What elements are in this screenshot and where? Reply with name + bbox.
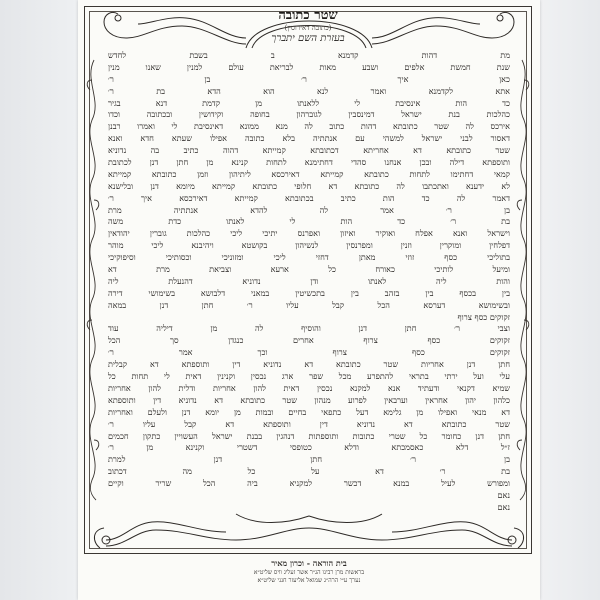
text-line: אתא לקדמנא ואמר לנא הוא הדא בת ר׳ [108,85,510,96]
text-line: בן ר׳ חתן דנן למרת [108,454,510,465]
text-line: בת ר׳ כד הות לי לאנתו כדת משה [108,216,510,227]
text-line: ומיעל לותיכי כאורח כל ארעא וצביאת מרת דא [108,264,510,275]
text-line: והות ליה לאנתו ודן נדוניא דהנעלת ליה [108,275,510,286]
background-right [540,0,600,600]
text-line: זקוקים כסף צרוף וכך אמר ר׳ [108,347,510,358]
text-line: מת דהות קדמנא ב בשבת לחדש [108,50,510,60]
blessing-line: בעזרת השם יתברך [271,33,345,44]
text-line: ותוספתא דילה ובכן אנחנו סהדי דחתימנא לתחות קנינא מן חתן דנן לכתובת [108,157,510,168]
text-line: שטר כתובתא דא אחריתא דכתובתא קמייתא דהוה כתיב בה נדוניא [108,145,510,156]
text-line: דא מנאי ואפילו מן גלימא דעל כתפאי בחיים ובמות מן יומא דנן ולעלם ואחריות [108,406,510,417]
text-line: ומפורש לעיל במנא דכשר למקניא ביה הכל שריר וקיים [108,478,510,489]
text-line: בין בכסף בין בזהב בין בתכשיטין במאני דלבושא בשימושי דירה [108,287,510,298]
text-line: חתן דנן אחריות שטר כתובתא דא נדוניא דין ותוספתא דא קבלית [108,359,510,370]
background-left [0,0,78,600]
publisher-footer [198,558,420,598]
text-line: וצבי ר׳ חתן דנן והוסיף לה מן דיליה עוד [108,323,510,334]
text-line: זקוקים כסף צרוף אחרים כנגדן סך הכל [108,335,510,346]
text-line: דפלחין ומוקרין וזנין ומפרנסין לנשיהון בקושטא ויהיבנא ליכי מוהר [108,240,510,251]
text-line: קמאי דחתימו לתחות כתובתא קמייתא דאירכסא ליתיהון וזמן כתובתא קמייתא [108,168,510,179]
text-line: שטר כתובתא דא נדוניא דין ותוספתא דא קבל עליו ר׳ [108,418,510,429]
witness-line: נאם [497,489,510,500]
witness-line: נאם [497,501,510,512]
left-ornament [82,60,104,500]
publisher-supervision: בראשות מרן רבינו הג״ר אשר זעליג וויס שליט״א [253,569,365,576]
document-subtitle: (כתובה דאירוסין) [284,24,332,32]
text-line: בת ר׳ דא על כל מה דכתוב [108,466,510,477]
text-line: עלי ועל ירתי בתראי להתפרע מכל שפר ארג נכסין וקנינין דאית לי תחות כל [108,371,510,382]
publisher-name: בית הוראה - וכרון מאיר [271,558,347,568]
text-line: דאמר לה כד הות כתיב בכתובתא קמייתא דאירכסא איך ר׳ [108,192,510,203]
text-line: ז״ל דלא כאסמכתא ודלא כטופסי דשטרי וקנינא מן ר׳ [108,442,510,453]
text-line: כלהון יהון אחראין וערבאין לפרוע מנהון שטר כתובתא דא נדוניא דין ותוספתא [108,394,510,405]
text-line: בן ר׳ אמר לה להדא אנתתיה מרת [108,204,510,215]
right-ornament [512,60,534,500]
text-line: כהלכות בנת ישראל דמינסבין לגוברהון בחופה וקידושין ובכתובה וכדו [108,109,510,120]
text-line: שנת חמשת אלפים ושבע מאות לבריאת עולם למנין שאנו מנין [108,61,510,72]
text-line: בתוליכי כסף זוזי מאתן דחזי ליכי ומזוניכי וכסותיכי וסיפוקיכי [108,252,510,263]
document-title: שטר כתובה [278,8,338,23]
text-line: חתן דנן כחומר כל שטרי כתובות ותוספתות דנהגין בבנת ישראל העשויין כתקון חכמים [108,430,510,441]
text-line: לא ידענא ואתכתבו לה כתובתא דא חלופי כתובתא קמייתא מיומא דנן ובלישנא [108,180,510,191]
header [246,8,370,46]
publisher-editor: נערך ע״י הרה״ג שמואל אליעזר חנני שליט״א [257,577,361,584]
text-line: דאסור לבני ישראל למשהי עם אנתתיה בלא כתובה אפילו שעתא חדא ואנא [108,133,510,144]
ketubah-text [108,50,510,512]
text-line: זקוקים כסף צרוף [457,311,510,322]
text-line: ובשימושא דערסא הכל קבל עליו ר׳ חתן דנן במאה [108,299,510,310]
text-line: כד הות אינסיבת לי ללאנתו מן קדמת דנא בגיר [108,97,510,108]
text-line: וישראל ואנא אפלח ואוקיר ואיזון ואפרנס יתיכי ליכי כהלכות גוברין יהודאין [108,228,510,239]
text-line: אירכס לה שטר כתובתא דהות כתוב לה מנא ממונא דאינסיבת לי ואמרו רבנן [108,121,510,132]
document-sheet [78,0,540,600]
text-line: שמיא דקנאי ודעתיד אנא למקנא נכסין דאית להון אחריות ודלית להון אחריות [108,382,510,393]
text-line: כאן איך ר׳ בן ר׳ [108,73,510,84]
